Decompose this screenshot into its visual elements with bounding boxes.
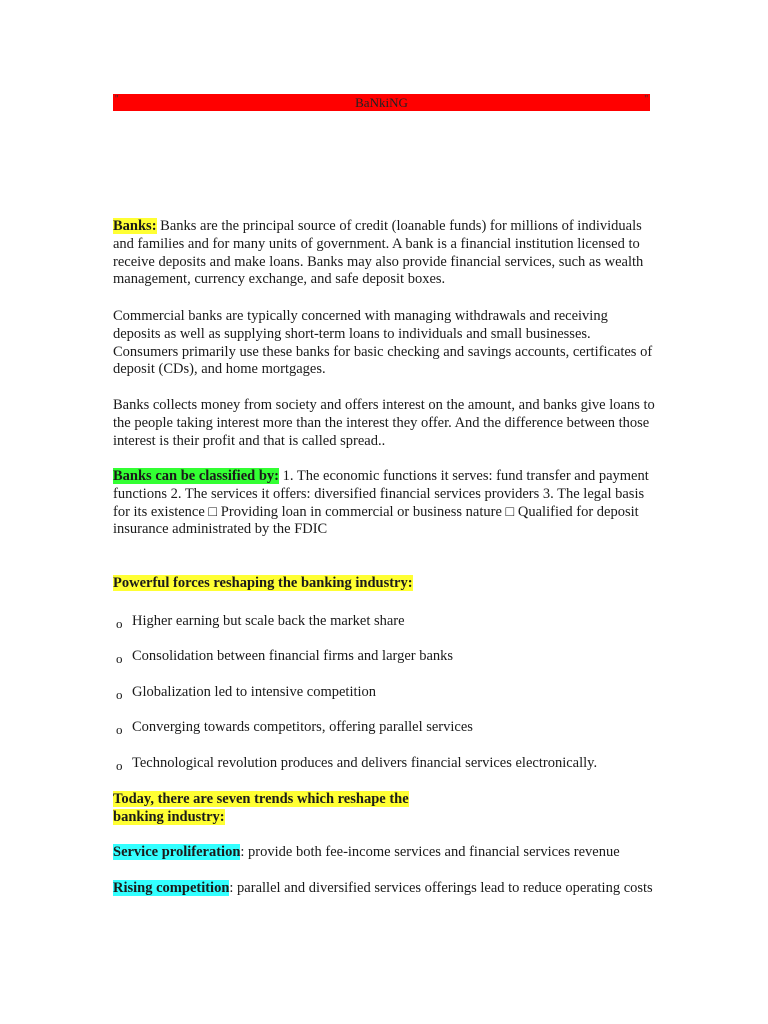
heading-powerful-forces: Powerful forces reshaping the banking industry: [113,575,413,591]
paragraph-classification-text: 1. The economic functions it serves: fund transfer and payment functions 2. The services it offers: diversified financial services providers 3. The legal basis for its existence □ Providing loan in commercial or business nature □ Qualified for deposit insurance administrated by the FDIC [113,468,649,538]
list-item: o Globalization led to intensive competition [116,684,377,702]
title-mark-left: '' [115,94,119,105]
bullet-mark: o [116,651,123,666]
heading-seven-trends: Today, there are seven trends which reshape the banking industry: [113,791,409,825]
bullet-mark: o [116,722,123,737]
label-rising-competition: Rising competition [113,880,230,896]
page-title: BaNkiNG [355,95,408,110]
paragraph-commercial-banks: Commercial banks are typically concerned with managing withdrawals and receiving deposits as well as supplying short-term loans to individuals and small businesses. Consumers primarily use these banks for basic checking and savings accounts, certificates of deposit (CDs), and home mortgages. [113,308,653,378]
list-item: o Higher earning but scale back the market share [116,613,405,631]
paragraph-banks-text: Banks are the principal source of credit (loanable funds) for millions of individuals and families and for many units of government. A bank is a financial institution licensed to receive deposits and make loans. Banks may also provide financial services, such as wealth management, currency exchange, and safe deposit boxes. [113,218,644,288]
title-mark-right: '' [644,94,648,105]
bullet-mark: o [116,758,123,773]
paragraph-classification [113,468,658,539]
bullet-mark: o [116,687,123,702]
paragraph-rising-competition: Rising competition: parallel and diversified services offerings lead to reduce operating costs [113,880,653,896]
list-item: o Technological revolution produces and delivers financial services electronically. [116,755,598,773]
paragraph-service-proliferation: Service proliferation: provide both fee-income services and financial services revenue [113,844,620,860]
paragraph-banks [113,218,658,289]
label-service-proliferation: Service proliferation [113,844,241,860]
label-banks: Banks: [113,218,157,234]
bullet-mark: o [116,616,123,631]
list-item: o Consolidation between financial firms and larger banks [116,648,454,666]
label-classified: Banks can be classified by: [113,468,279,484]
paragraph-spread: Banks collects money from society and offers interest on the amount, and banks give loans to the people taking interest more than the interest they offer. And the difference between those interest is their profit and that is called spread.. [113,397,655,449]
list-item: o Converging towards competitors, offering parallel services [116,719,473,737]
title-banner [113,94,650,111]
